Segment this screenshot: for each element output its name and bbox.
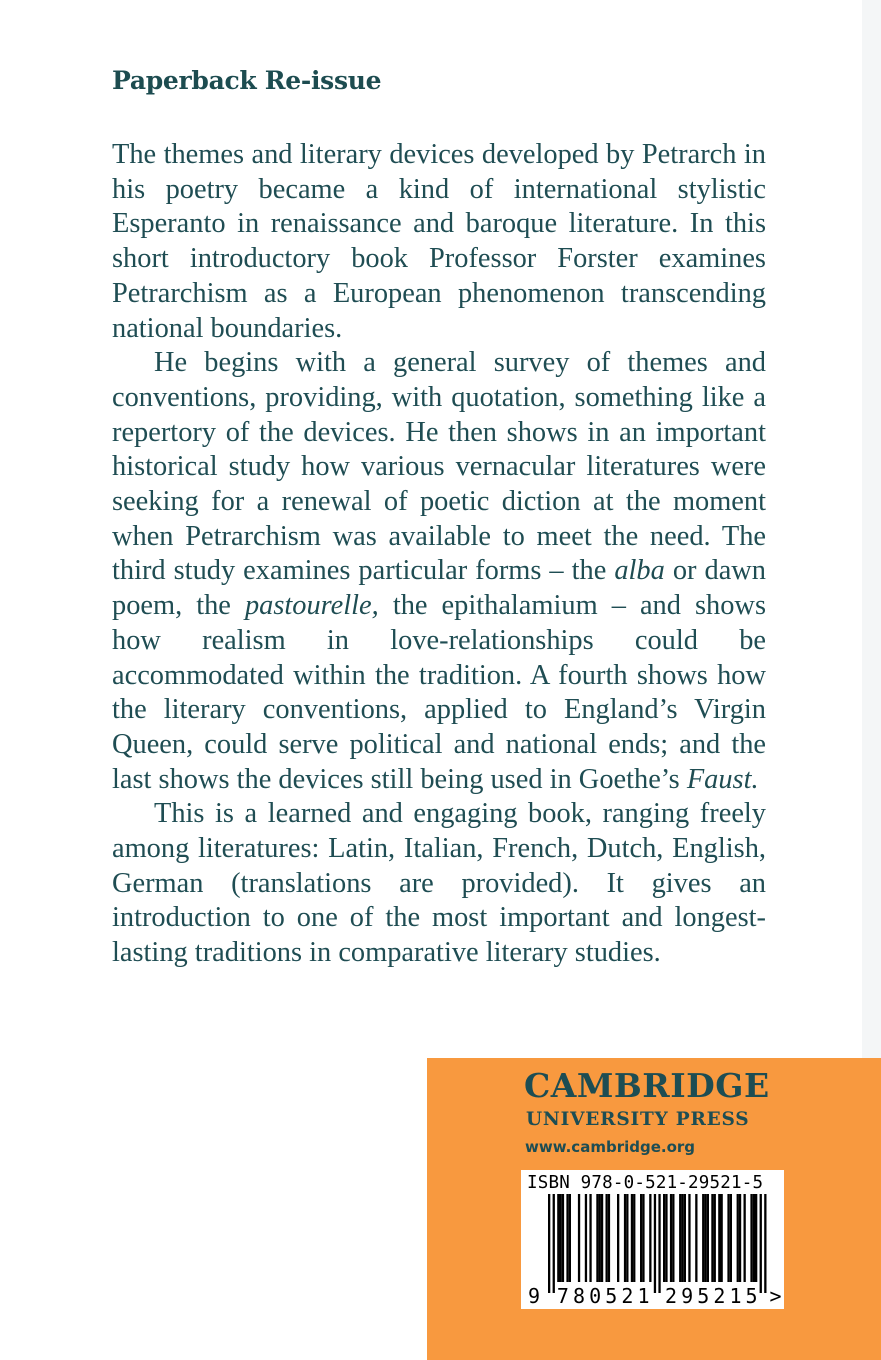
ean-left-digits: 780521 bbox=[556, 1284, 650, 1308]
barcode-bar bbox=[718, 1194, 720, 1282]
italic-term: Faust. bbox=[686, 763, 759, 795]
barcode-bar bbox=[695, 1194, 697, 1282]
barcode-bar bbox=[617, 1194, 619, 1282]
barcode-bar bbox=[679, 1194, 681, 1282]
publisher-name: CAMBRIDGE bbox=[524, 1066, 770, 1105]
barcode-bar bbox=[764, 1194, 766, 1293]
barcode-bar bbox=[608, 1194, 610, 1282]
barcode-bar bbox=[626, 1194, 628, 1282]
barcode-bar bbox=[672, 1194, 674, 1282]
barcode-bar bbox=[560, 1194, 562, 1282]
barcode-bar bbox=[755, 1194, 757, 1282]
barcode-bar bbox=[654, 1194, 656, 1293]
barcode-bar bbox=[566, 1194, 568, 1282]
barcode-bar bbox=[704, 1194, 706, 1282]
barcode-bar bbox=[631, 1194, 633, 1282]
barcode-bar bbox=[721, 1194, 723, 1282]
barcode-bar bbox=[548, 1194, 550, 1293]
barcode-bar bbox=[727, 1194, 729, 1282]
barcode-bar bbox=[681, 1194, 683, 1282]
blurb-text-run: the epithalamium – and shows how realism in love-relationships could be accommodated within the tradition. A fourth shows how the literary conventions, applied to England’s Virgin Queen, could serve political and national ends; and the last shows the devices still being used in Goethe’s bbox=[112, 590, 766, 795]
barcode-bar bbox=[624, 1194, 626, 1282]
barcode-bar bbox=[585, 1194, 587, 1282]
barcode-bar bbox=[578, 1194, 580, 1282]
barcode-bar bbox=[714, 1194, 716, 1282]
barcode-bar bbox=[707, 1194, 709, 1282]
barcode-bar bbox=[702, 1194, 704, 1282]
barcode-bar bbox=[737, 1194, 739, 1282]
ean-first-digit: 9 bbox=[528, 1284, 541, 1308]
isbn-barcode bbox=[521, 1170, 784, 1309]
barcode-bar bbox=[589, 1194, 591, 1282]
barcode-bar bbox=[753, 1194, 755, 1282]
barcode-bar bbox=[663, 1194, 665, 1282]
blurb-paragraph-2 bbox=[112, 346, 766, 797]
blurb-text-run: or dawn poem, the bbox=[112, 555, 767, 622]
barcode-bar bbox=[744, 1194, 746, 1282]
barcode-bar bbox=[649, 1194, 651, 1282]
blurb-paragraph-1 bbox=[112, 138, 766, 346]
italic-term: alba bbox=[614, 555, 665, 587]
barcode-bar bbox=[601, 1194, 603, 1282]
blurb-text-run: He begins with a general survey of themes and conventions, providing, with quotation, something like a repertory of the devices. He then shows in an important historical study how various vernacular literatures were seeking for a renewal of poetic diction at the moment when Petrarchism was available to meet the need. The third study examines particular forms – the bbox=[112, 347, 766, 587]
barcode-bar bbox=[642, 1194, 644, 1282]
barcode-bar bbox=[569, 1194, 571, 1282]
cover-heading: Paperback Re-issue bbox=[112, 66, 382, 95]
barcode-image bbox=[521, 1170, 784, 1309]
barcode-bar bbox=[739, 1194, 741, 1282]
barcode-bar bbox=[670, 1194, 672, 1282]
barcode-bar bbox=[684, 1194, 686, 1282]
barcode-bar bbox=[750, 1194, 752, 1282]
barcode-bar bbox=[730, 1194, 732, 1282]
barcode-bar bbox=[633, 1194, 635, 1282]
blurb-text-run: This is a learned and engaging book, ranging freely among literatures: Latin, Italian, French, Dutch, English, German (translations are provided). It gives an introduction to one of the most important and longest-lasting traditions in comparative literary studies. bbox=[112, 798, 766, 969]
barcode-bar bbox=[599, 1194, 601, 1282]
ean-right-digits: 295215 bbox=[665, 1284, 758, 1308]
barcode-bar bbox=[596, 1194, 598, 1282]
barcode-bar bbox=[606, 1194, 608, 1282]
barcode-bar bbox=[640, 1194, 642, 1282]
blurb-paragraph-3 bbox=[112, 797, 766, 971]
publisher-panel bbox=[427, 1058, 881, 1360]
blurb-text-run: The themes and literary devices developed by Petrarch in his poetry became a kind of international stylistic Esperanto in renaissance and baroque literature. In this short introductory book Professor Forster examines Petrarchism as a European phenomenon transcending national boundaries. bbox=[112, 139, 766, 344]
barcode-bar bbox=[557, 1194, 559, 1282]
isbn-label: ISBN 978-0-521-29521-5 bbox=[527, 1173, 764, 1193]
italic-term: pastourelle, bbox=[244, 590, 379, 622]
blurb-text bbox=[112, 138, 766, 971]
publisher-press: UNIVERSITY PRESS bbox=[526, 1109, 750, 1130]
publisher-url: www.cambridge.org bbox=[525, 1138, 696, 1156]
barcode-bar bbox=[562, 1194, 564, 1282]
barcode-bar bbox=[658, 1194, 660, 1293]
barcode-bar bbox=[553, 1194, 555, 1293]
barcode-bar bbox=[711, 1194, 713, 1282]
barcode-bar bbox=[688, 1194, 690, 1282]
barcode-bar bbox=[760, 1194, 762, 1293]
barcode-bar bbox=[665, 1194, 667, 1282]
quiet-zone-arrow: > bbox=[769, 1284, 782, 1308]
